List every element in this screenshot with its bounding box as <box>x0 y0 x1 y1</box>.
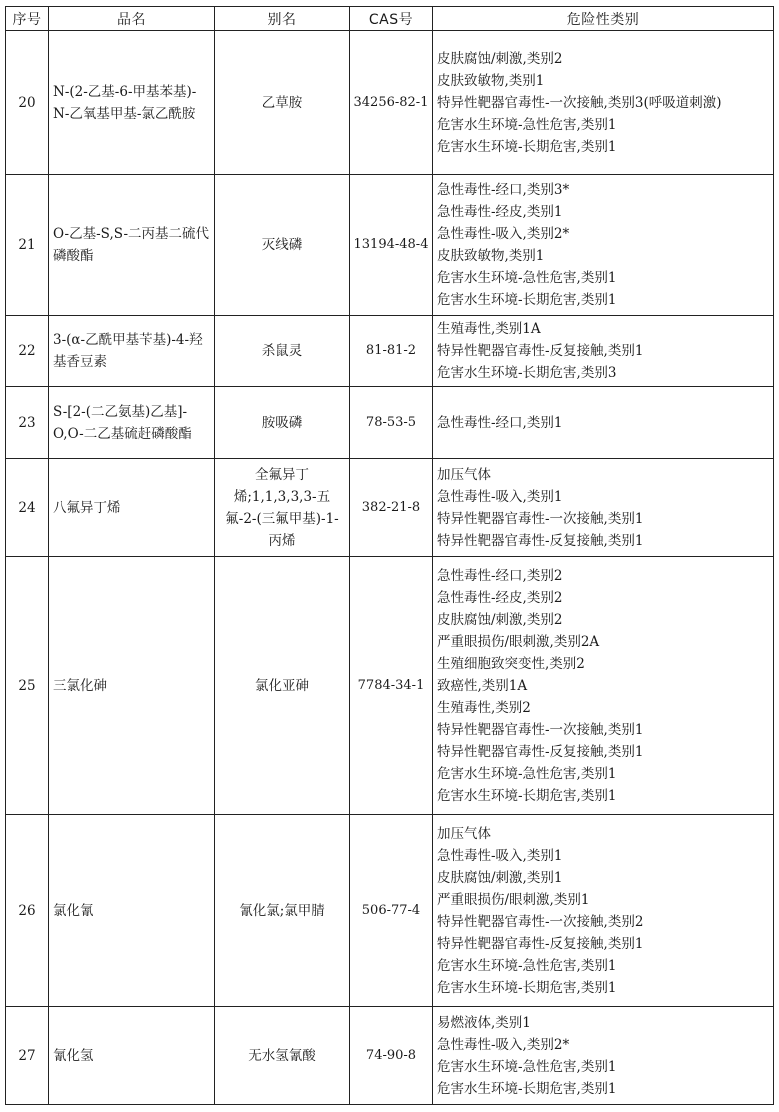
hazard-item: 急性毒性-经口,类别3* <box>437 182 570 198</box>
row-no: 26 <box>6 815 49 1007</box>
hazard-item: 急性毒性-经口,类别1 <box>437 414 563 431</box>
row-hazards <box>433 459 774 557</box>
table-row <box>6 175 774 316</box>
row-no: 21 <box>6 175 49 316</box>
row-cas: 78-53-5 <box>350 387 433 459</box>
header-no: 序号 <box>6 7 49 31</box>
hazard-item: 特异性靶器官毒性-反复接触,类别1 <box>437 343 644 359</box>
row-name: N-(2-乙基-6-甲基苯基)-N-乙氧基甲基-氯乙酰胺 <box>49 31 215 175</box>
hazard-item: 皮肤腐蚀/刺激,类别1 <box>437 869 563 886</box>
hazard-item: 危害水生环境-急性危害,类别1 <box>437 765 617 782</box>
hazard-item: 特异性靶器官毒性-一次接触,类别3(呼吸道刺激) <box>437 94 722 111</box>
table-row <box>6 815 774 1007</box>
row-alias: 胺吸磷 <box>215 387 350 459</box>
hazard-item: 加压气体 <box>437 825 491 842</box>
row-hazards <box>433 557 774 815</box>
row-hazards <box>433 316 774 387</box>
hazard-item: 皮肤致敏物,类别1 <box>437 248 545 264</box>
row-name: 八氟异丁烯 <box>49 459 215 557</box>
hazard-item: 特异性靶器官毒性-一次接触,类别1 <box>437 721 644 738</box>
header-name: 品名 <box>49 7 215 31</box>
hazard-item: 特异性靶器官毒性-反复接触,类别1 <box>437 532 644 549</box>
hazard-item: 危害水生环境-急性危害,类别1 <box>437 957 617 974</box>
row-name: 三氯化砷 <box>49 557 215 815</box>
hazard-item: 严重眼损伤/眼刺激,类别1 <box>437 891 590 908</box>
hazard-item: 特异性靶器官毒性-一次接触,类别1 <box>437 510 644 527</box>
hazard-item: 急性毒性-吸入,类别2* <box>437 226 570 242</box>
hazard-item: 致癌性,类别1A <box>437 677 528 694</box>
table-row <box>6 387 774 459</box>
hazard-item: 危害水生环境-长期危害,类别1 <box>437 292 617 308</box>
row-name: 氯化氰 <box>49 815 215 1007</box>
hazardous-chemicals-table <box>5 6 774 1105</box>
row-no: 23 <box>6 387 49 459</box>
row-hazards <box>433 815 774 1007</box>
hazard-item: 急性毒性-吸入,类别2* <box>437 1036 570 1053</box>
header-cas: CAS号 <box>350 7 433 31</box>
row-alias: 氰化氯;氯甲腈 <box>215 815 350 1007</box>
hazard-item: 急性毒性-吸入,类别1 <box>437 488 563 505</box>
row-no: 22 <box>6 316 49 387</box>
hazard-item: 生殖细胞致突变性,类别2 <box>437 655 585 672</box>
row-name: S-[2-(二乙氨基)乙基]-O,O-二乙基硫赶磷酸酯 <box>49 387 215 459</box>
header-hazard: 危险性类别 <box>433 7 774 31</box>
row-no: 27 <box>6 1007 49 1105</box>
row-alias: 氯化亚砷 <box>215 557 350 815</box>
row-no: 24 <box>6 459 49 557</box>
hazard-item: 加压气体 <box>437 466 491 483</box>
row-cas: 506-77-4 <box>350 815 433 1007</box>
header-row <box>6 7 774 31</box>
row-name: 3-(α-乙酰甲基苄基)-4-羟基香豆素 <box>49 316 215 387</box>
hazard-item: 危害水生环境-长期危害,类别3 <box>437 365 617 381</box>
row-name: 氰化氢 <box>49 1007 215 1105</box>
hazard-item: 生殖毒性,类别2 <box>437 699 531 716</box>
row-alias: 全氟异丁烯;1,1,3,3,3-五氟-2-(三氟甲基)-1-丙烯 <box>215 459 350 557</box>
hazard-item: 危害水生环境-急性危害,类别1 <box>437 116 617 133</box>
row-alias: 无水氢氰酸 <box>215 1007 350 1105</box>
table-row <box>6 557 774 815</box>
row-alias: 乙草胺 <box>215 31 350 175</box>
row-hazards <box>433 1007 774 1105</box>
row-hazards <box>433 175 774 316</box>
row-cas: 7784-34-1 <box>350 557 433 815</box>
row-cas: 382-21-8 <box>350 459 433 557</box>
hazard-item: 危害水生环境-长期危害,类别1 <box>437 1080 617 1097</box>
hazard-item: 危害水生环境-长期危害,类别1 <box>437 787 617 804</box>
row-cas: 81-81-2 <box>350 316 433 387</box>
hazard-item: 易燃液体,类别1 <box>437 1014 531 1031</box>
hazard-item: 危害水生环境-长期危害,类别1 <box>437 138 617 155</box>
hazard-item: 皮肤致敏物,类别1 <box>437 72 545 89</box>
row-name: O-乙基-S,S-二丙基二硫代磷酸酯 <box>49 175 215 316</box>
hazard-item: 特异性靶器官毒性-一次接触,类别2 <box>437 913 644 930</box>
row-no: 20 <box>6 31 49 175</box>
hazard-item: 危害水生环境-急性危害,类别1 <box>437 1058 617 1075</box>
row-alias: 灭线磷 <box>215 175 350 316</box>
hazard-item: 危害水生环境-急性危害,类别1 <box>437 270 617 286</box>
hazard-item: 皮肤腐蚀/刺激,类别2 <box>437 611 563 628</box>
hazard-item: 生殖毒性,类别1A <box>437 321 541 337</box>
hazard-item: 皮肤腐蚀/刺激,类别2 <box>437 50 563 67</box>
row-cas: 13194-48-4 <box>350 175 433 316</box>
hazard-item: 严重眼损伤/眼刺激,类别2A <box>437 633 600 650</box>
row-alias: 杀鼠灵 <box>215 316 350 387</box>
table-row <box>6 316 774 387</box>
hazard-item: 特异性靶器官毒性-反复接触,类别1 <box>437 743 644 760</box>
table-row <box>6 31 774 175</box>
table-row <box>6 459 774 557</box>
hazard-item: 特异性靶器官毒性-反复接触,类别1 <box>437 935 644 952</box>
row-hazards <box>433 387 774 459</box>
header-alias: 别名 <box>215 7 350 31</box>
hazard-item: 危害水生环境-长期危害,类别1 <box>437 979 617 996</box>
hazard-item: 急性毒性-经皮,类别2 <box>437 589 563 606</box>
table-row <box>6 1007 774 1105</box>
row-no: 25 <box>6 557 49 815</box>
row-cas: 34256-82-1 <box>350 31 433 175</box>
hazard-item: 急性毒性-经皮,类别1 <box>437 204 563 220</box>
hazard-item: 急性毒性-经口,类别2 <box>437 567 563 584</box>
row-hazards <box>433 31 774 175</box>
hazard-item: 急性毒性-吸入,类别1 <box>437 847 563 864</box>
row-cas: 74-90-8 <box>350 1007 433 1105</box>
